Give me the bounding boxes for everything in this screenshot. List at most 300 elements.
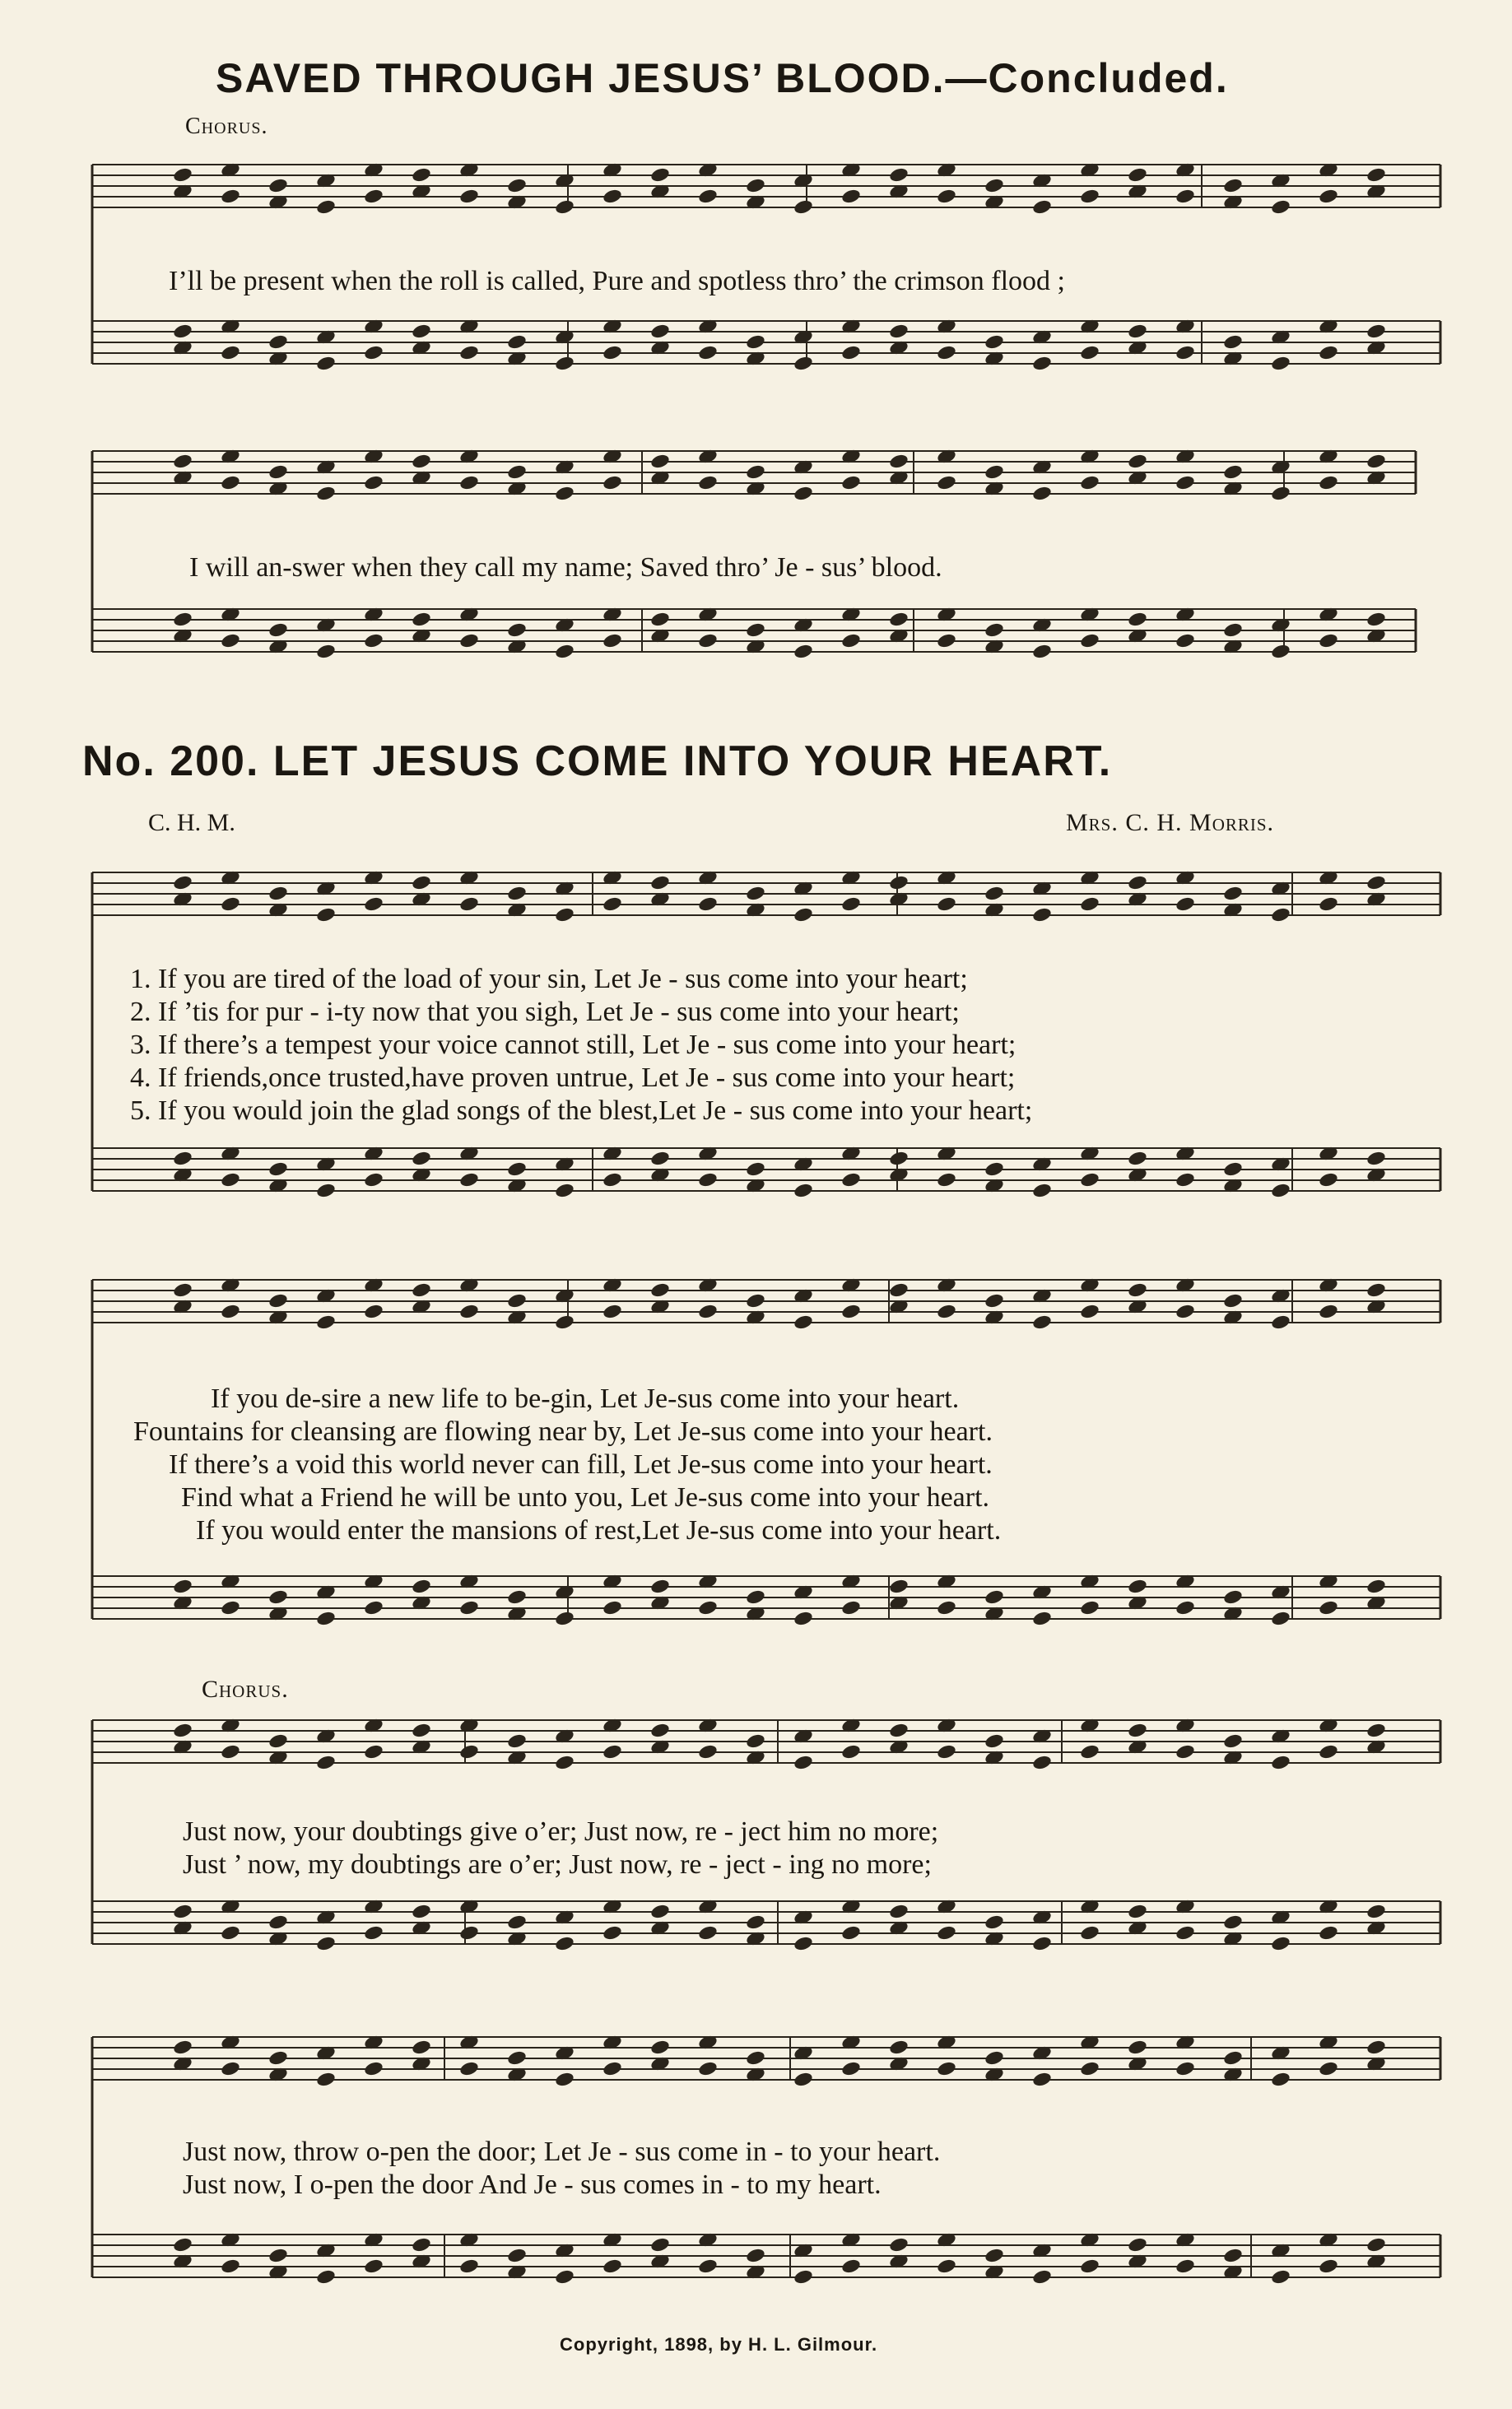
note-head bbox=[1031, 1182, 1052, 1199]
note-head bbox=[1270, 906, 1291, 923]
note-head bbox=[793, 643, 813, 660]
chorus-line: Just ’ now, my doubtings are o’er; Just now, re - ject - ing no more; bbox=[183, 1849, 932, 1880]
note-head bbox=[411, 874, 431, 891]
note-head bbox=[363, 2060, 384, 2077]
note-head bbox=[936, 895, 956, 913]
note-head bbox=[315, 906, 336, 923]
note-head bbox=[793, 1182, 813, 1199]
note-head bbox=[1031, 906, 1052, 923]
note-head bbox=[1318, 1303, 1338, 1320]
note-head bbox=[697, 344, 718, 361]
note-head bbox=[745, 1160, 765, 1178]
note-head bbox=[458, 1171, 479, 1188]
note-head bbox=[363, 632, 384, 649]
note-head bbox=[1365, 453, 1386, 470]
note-head bbox=[315, 1935, 336, 1952]
note-head bbox=[840, 474, 861, 491]
note-head bbox=[411, 323, 431, 340]
note-head bbox=[1222, 2247, 1243, 2264]
note-head bbox=[984, 1292, 1004, 1309]
note-head bbox=[1079, 344, 1100, 361]
note-head bbox=[268, 177, 288, 194]
note-head bbox=[793, 1935, 813, 1952]
note-head bbox=[363, 2258, 384, 2275]
note-head bbox=[1127, 611, 1147, 628]
note-head bbox=[363, 474, 384, 491]
note-head bbox=[840, 344, 861, 361]
note-head bbox=[172, 166, 193, 184]
note-head bbox=[172, 1722, 193, 1739]
note-head bbox=[268, 463, 288, 481]
note-head bbox=[220, 1743, 240, 1760]
note-head bbox=[220, 188, 240, 205]
note-head bbox=[458, 632, 479, 649]
note-head bbox=[1270, 1314, 1291, 1331]
note-head bbox=[1222, 885, 1243, 902]
note-head bbox=[554, 1314, 575, 1331]
note-head bbox=[745, 885, 765, 902]
note-head bbox=[1318, 895, 1338, 913]
note-head bbox=[1270, 2071, 1291, 2088]
note-head bbox=[506, 177, 527, 194]
note-head bbox=[649, 1281, 670, 1299]
note-head bbox=[1270, 1610, 1291, 1627]
note-head bbox=[1031, 485, 1052, 502]
note-head bbox=[315, 1754, 336, 1771]
note-head bbox=[1318, 2258, 1338, 2275]
note-head bbox=[411, 1281, 431, 1299]
note-head bbox=[602, 474, 622, 491]
note-head bbox=[458, 2258, 479, 2275]
note-head bbox=[888, 1722, 909, 1739]
note-head bbox=[888, 453, 909, 470]
note-head bbox=[602, 1171, 622, 1188]
chorus-label: Chorus. bbox=[202, 1676, 289, 1703]
note-head bbox=[936, 344, 956, 361]
note-head bbox=[506, 463, 527, 481]
note-head bbox=[1079, 1303, 1100, 1320]
note-head bbox=[315, 1182, 336, 1199]
note-head bbox=[1365, 1903, 1386, 1920]
note-head bbox=[649, 1722, 670, 1739]
note-head bbox=[984, 2049, 1004, 2067]
note-head bbox=[1127, 2039, 1147, 2056]
note-head bbox=[649, 2236, 670, 2253]
note-head bbox=[363, 1599, 384, 1616]
note-head bbox=[1175, 1599, 1195, 1616]
note-head bbox=[888, 1578, 909, 1595]
note-head bbox=[984, 1588, 1004, 1606]
note-head bbox=[220, 1599, 240, 1616]
note-head bbox=[745, 621, 765, 639]
note-head bbox=[984, 1732, 1004, 1750]
note-head bbox=[602, 1599, 622, 1616]
note-head bbox=[984, 621, 1004, 639]
note-head bbox=[411, 611, 431, 628]
note-head bbox=[506, 1914, 527, 1931]
note-head bbox=[172, 1150, 193, 1167]
note-head bbox=[315, 1610, 336, 1627]
note-head bbox=[458, 344, 479, 361]
note-head bbox=[1079, 1171, 1100, 1188]
note-head bbox=[1318, 632, 1338, 649]
note-head bbox=[1031, 355, 1052, 372]
note-head bbox=[1127, 1722, 1147, 1739]
note-head bbox=[602, 632, 622, 649]
note-head bbox=[220, 1924, 240, 1942]
note-head bbox=[172, 2236, 193, 2253]
note-head bbox=[745, 463, 765, 481]
note-head bbox=[602, 1924, 622, 1942]
note-head bbox=[697, 1171, 718, 1188]
note-head bbox=[458, 1599, 479, 1616]
note-head bbox=[315, 485, 336, 502]
note-head bbox=[315, 2268, 336, 2286]
note-head bbox=[1079, 474, 1100, 491]
note-head bbox=[172, 1903, 193, 1920]
note-head bbox=[1175, 1743, 1195, 1760]
note-head bbox=[840, 1599, 861, 1616]
note-head bbox=[506, 885, 527, 902]
note-head bbox=[697, 474, 718, 491]
note-head bbox=[793, 906, 813, 923]
note-head bbox=[1127, 2236, 1147, 2253]
note-head bbox=[363, 188, 384, 205]
note-head bbox=[888, 874, 909, 891]
note-head bbox=[888, 611, 909, 628]
note-head bbox=[1270, 2268, 1291, 2286]
note-head bbox=[793, 1610, 813, 1627]
note-head bbox=[1127, 874, 1147, 891]
verse-line: 4. If friends,once trusted,have proven untrue, Let Je - sus come into your heart; bbox=[130, 1063, 1016, 1093]
note-head bbox=[984, 177, 1004, 194]
note-head bbox=[1175, 632, 1195, 649]
note-head bbox=[1031, 1935, 1052, 1952]
note-head bbox=[649, 1903, 670, 1920]
note-head bbox=[984, 333, 1004, 351]
chorus-label: Chorus. bbox=[185, 114, 268, 139]
note-head bbox=[649, 166, 670, 184]
note-head bbox=[840, 2060, 861, 2077]
note-head bbox=[1127, 1903, 1147, 1920]
note-head bbox=[840, 1743, 861, 1760]
note-head bbox=[745, 177, 765, 194]
note-head bbox=[936, 2258, 956, 2275]
note-head bbox=[506, 2247, 527, 2264]
note-head bbox=[745, 333, 765, 351]
note-head bbox=[363, 1743, 384, 1760]
note-head bbox=[458, 1924, 479, 1942]
note-head bbox=[1318, 1924, 1338, 1942]
note-head bbox=[411, 1150, 431, 1167]
note-head bbox=[1365, 2236, 1386, 2253]
note-head bbox=[1079, 1924, 1100, 1942]
note-head bbox=[936, 2060, 956, 2077]
note-head bbox=[1127, 1578, 1147, 1595]
note-head bbox=[1222, 1588, 1243, 1606]
note-head bbox=[172, 1281, 193, 1299]
note-head bbox=[554, 1935, 575, 1952]
note-head bbox=[220, 2060, 240, 2077]
note-head bbox=[220, 2258, 240, 2275]
note-head bbox=[1270, 198, 1291, 216]
copyright-notice: Copyright, 1898, by H. L. Gilmour. bbox=[560, 2334, 878, 2355]
note-head bbox=[793, 1754, 813, 1771]
note-head bbox=[1127, 1281, 1147, 1299]
note-head bbox=[1270, 355, 1291, 372]
note-head bbox=[936, 1743, 956, 1760]
note-head bbox=[315, 355, 336, 372]
note-head bbox=[1079, 2060, 1100, 2077]
note-head bbox=[888, 1903, 909, 1920]
note-head bbox=[1222, 2049, 1243, 2067]
note-head bbox=[1127, 323, 1147, 340]
note-head bbox=[984, 885, 1004, 902]
note-head bbox=[745, 2049, 765, 2067]
note-head bbox=[602, 2060, 622, 2077]
verse-line: Find what a Friend he will be unto you, Let Je-sus come into your heart. bbox=[181, 1482, 990, 1513]
note-head bbox=[268, 333, 288, 351]
note-head bbox=[172, 453, 193, 470]
note-head bbox=[697, 632, 718, 649]
note-head bbox=[172, 1578, 193, 1595]
note-head bbox=[649, 2039, 670, 2056]
note-head bbox=[697, 1303, 718, 1320]
note-head bbox=[1222, 463, 1243, 481]
note-head bbox=[602, 2258, 622, 2275]
note-head bbox=[1175, 1924, 1195, 1942]
note-head bbox=[411, 1903, 431, 1920]
note-head bbox=[1079, 1599, 1100, 1616]
note-head bbox=[1270, 1182, 1291, 1199]
note-head bbox=[1365, 166, 1386, 184]
note-head bbox=[458, 188, 479, 205]
note-head bbox=[220, 344, 240, 361]
note-head bbox=[315, 1314, 336, 1331]
verse-line: 1. If you are tired of the load of your sin, Let Je - sus come into your heart; bbox=[130, 964, 968, 994]
note-head bbox=[1270, 485, 1291, 502]
note-head bbox=[1365, 2039, 1386, 2056]
note-head bbox=[1175, 1303, 1195, 1320]
note-head bbox=[793, 485, 813, 502]
note-head bbox=[554, 355, 575, 372]
note-head bbox=[745, 1732, 765, 1750]
note-head bbox=[936, 1599, 956, 1616]
note-head bbox=[554, 1182, 575, 1199]
note-head bbox=[1127, 453, 1147, 470]
note-head bbox=[1318, 344, 1338, 361]
note-head bbox=[315, 198, 336, 216]
note-head bbox=[268, 885, 288, 902]
note-head bbox=[984, 2247, 1004, 2264]
note-head bbox=[745, 1588, 765, 1606]
note-head bbox=[363, 1303, 384, 1320]
note-head bbox=[220, 1303, 240, 1320]
note-head bbox=[1318, 188, 1338, 205]
note-head bbox=[172, 2039, 193, 2056]
note-head bbox=[602, 1303, 622, 1320]
note-head bbox=[697, 1743, 718, 1760]
author-initials: C. H. M. bbox=[148, 809, 235, 836]
note-head bbox=[1031, 1314, 1052, 1331]
note-head bbox=[268, 1292, 288, 1309]
note-head bbox=[268, 1914, 288, 1931]
note-head bbox=[649, 323, 670, 340]
note-head bbox=[315, 2071, 336, 2088]
note-head bbox=[840, 1303, 861, 1320]
note-head bbox=[363, 344, 384, 361]
note-head bbox=[554, 2268, 575, 2286]
note-head bbox=[1079, 632, 1100, 649]
note-head bbox=[1175, 188, 1195, 205]
note-head bbox=[363, 895, 384, 913]
note-head bbox=[1318, 1599, 1338, 1616]
note-head bbox=[458, 1303, 479, 1320]
note-head bbox=[172, 874, 193, 891]
note-head bbox=[1365, 1281, 1386, 1299]
note-head bbox=[220, 895, 240, 913]
note-head bbox=[840, 2258, 861, 2275]
note-head bbox=[936, 1303, 956, 1320]
note-head bbox=[458, 1743, 479, 1760]
note-head bbox=[411, 1578, 431, 1595]
note-head bbox=[411, 453, 431, 470]
note-head bbox=[1031, 2071, 1052, 2088]
composer-name: Mrs. C. H. Morris. bbox=[1066, 809, 1275, 836]
note-head bbox=[697, 2060, 718, 2077]
note-head bbox=[506, 621, 527, 639]
chorus-line: Just now, your doubtings give o’er; Just now, re - ject him no more; bbox=[183, 1816, 939, 1847]
note-head bbox=[1079, 2258, 1100, 2275]
note-head bbox=[793, 198, 813, 216]
note-head bbox=[1079, 1743, 1100, 1760]
song-title: No. 200. LET JESUS COME INTO YOUR HEART. bbox=[82, 737, 1113, 785]
note-head bbox=[1127, 1150, 1147, 1167]
note-head bbox=[220, 474, 240, 491]
note-head bbox=[840, 1924, 861, 1942]
note-head bbox=[1318, 1743, 1338, 1760]
note-head bbox=[1031, 643, 1052, 660]
note-head bbox=[840, 632, 861, 649]
note-head bbox=[649, 1578, 670, 1595]
note-head bbox=[1365, 874, 1386, 891]
note-head bbox=[936, 474, 956, 491]
note-head bbox=[1222, 1292, 1243, 1309]
note-head bbox=[554, 485, 575, 502]
note-head bbox=[1175, 2258, 1195, 2275]
verse-line: Fountains for cleansing are flowing near by, Let Je-sus come into your heart. bbox=[133, 1416, 993, 1447]
chorus-line: Just now, I o-pen the door And Je - sus comes in - to my heart. bbox=[183, 2169, 882, 2200]
note-head bbox=[1222, 1732, 1243, 1750]
note-head bbox=[1222, 1914, 1243, 1931]
note-head bbox=[697, 1599, 718, 1616]
note-head bbox=[793, 2268, 813, 2286]
lyric-line: I’ll be present when the roll is called, Pure and spotless thro’ the crimson flood ; bbox=[169, 266, 1065, 296]
note-head bbox=[458, 2060, 479, 2077]
note-head bbox=[697, 895, 718, 913]
note-head bbox=[554, 906, 575, 923]
note-head bbox=[745, 1292, 765, 1309]
note-head bbox=[554, 643, 575, 660]
note-head bbox=[1365, 611, 1386, 628]
note-head bbox=[172, 323, 193, 340]
note-head bbox=[411, 1722, 431, 1739]
note-head bbox=[602, 188, 622, 205]
verse-line: If there’s a void this world never can fill, Let Je-sus come into your heart. bbox=[169, 1449, 993, 1480]
note-head bbox=[315, 643, 336, 660]
note-head bbox=[1365, 1722, 1386, 1739]
verse-line: If you de-sire a new life to be-gin, Let Je-sus come into your heart. bbox=[211, 1384, 960, 1414]
note-head bbox=[1222, 621, 1243, 639]
note-head bbox=[220, 1171, 240, 1188]
note-head bbox=[649, 1150, 670, 1167]
note-head bbox=[1175, 2060, 1195, 2077]
note-head bbox=[268, 2049, 288, 2067]
note-head bbox=[506, 2049, 527, 2067]
note-head bbox=[1270, 1754, 1291, 1771]
note-head bbox=[697, 188, 718, 205]
note-head bbox=[268, 2247, 288, 2264]
note-head bbox=[554, 1754, 575, 1771]
note-head bbox=[506, 1732, 527, 1750]
note-head bbox=[554, 2071, 575, 2088]
note-head bbox=[888, 2039, 909, 2056]
note-head bbox=[506, 333, 527, 351]
verse-line: 5. If you would join the glad songs of the blest,Let Je - sus come into your heart; bbox=[130, 1095, 1033, 1126]
note-head bbox=[1031, 198, 1052, 216]
note-head bbox=[268, 1160, 288, 1178]
note-head bbox=[1318, 474, 1338, 491]
note-head bbox=[411, 2236, 431, 2253]
note-head bbox=[1031, 1610, 1052, 1627]
note-head bbox=[1175, 474, 1195, 491]
note-head bbox=[888, 166, 909, 184]
note-head bbox=[506, 1292, 527, 1309]
song-title-concluded: SAVED THROUGH JESUS’ BLOOD.—Concluded. bbox=[216, 55, 1229, 101]
note-head bbox=[554, 198, 575, 216]
note-head bbox=[268, 1732, 288, 1750]
note-head bbox=[1270, 643, 1291, 660]
note-head bbox=[602, 344, 622, 361]
note-head bbox=[363, 1171, 384, 1188]
note-head bbox=[649, 611, 670, 628]
note-head bbox=[1031, 2268, 1052, 2286]
note-head bbox=[1175, 1171, 1195, 1188]
note-head bbox=[1365, 1150, 1386, 1167]
note-head bbox=[984, 1914, 1004, 1931]
note-head bbox=[172, 611, 193, 628]
note-head bbox=[649, 453, 670, 470]
note-head bbox=[1270, 1935, 1291, 1952]
lyric-line: I will an-swer when they call my name; Saved thro’ Je - sus’ blood. bbox=[189, 552, 942, 583]
note-head bbox=[888, 1150, 909, 1167]
note-head bbox=[363, 1924, 384, 1942]
note-head bbox=[411, 166, 431, 184]
note-head bbox=[1222, 333, 1243, 351]
note-head bbox=[506, 1160, 527, 1178]
note-head bbox=[1175, 344, 1195, 361]
note-head bbox=[220, 632, 240, 649]
note-head bbox=[602, 895, 622, 913]
note-head bbox=[1222, 1160, 1243, 1178]
note-head bbox=[840, 895, 861, 913]
verse-line: 3. If there’s a tempest your voice cannot still, Let Je - sus come into your heart; bbox=[130, 1030, 1017, 1060]
note-head bbox=[840, 1171, 861, 1188]
note-head bbox=[840, 188, 861, 205]
note-head bbox=[936, 1171, 956, 1188]
note-head bbox=[268, 621, 288, 639]
note-head bbox=[554, 1610, 575, 1627]
